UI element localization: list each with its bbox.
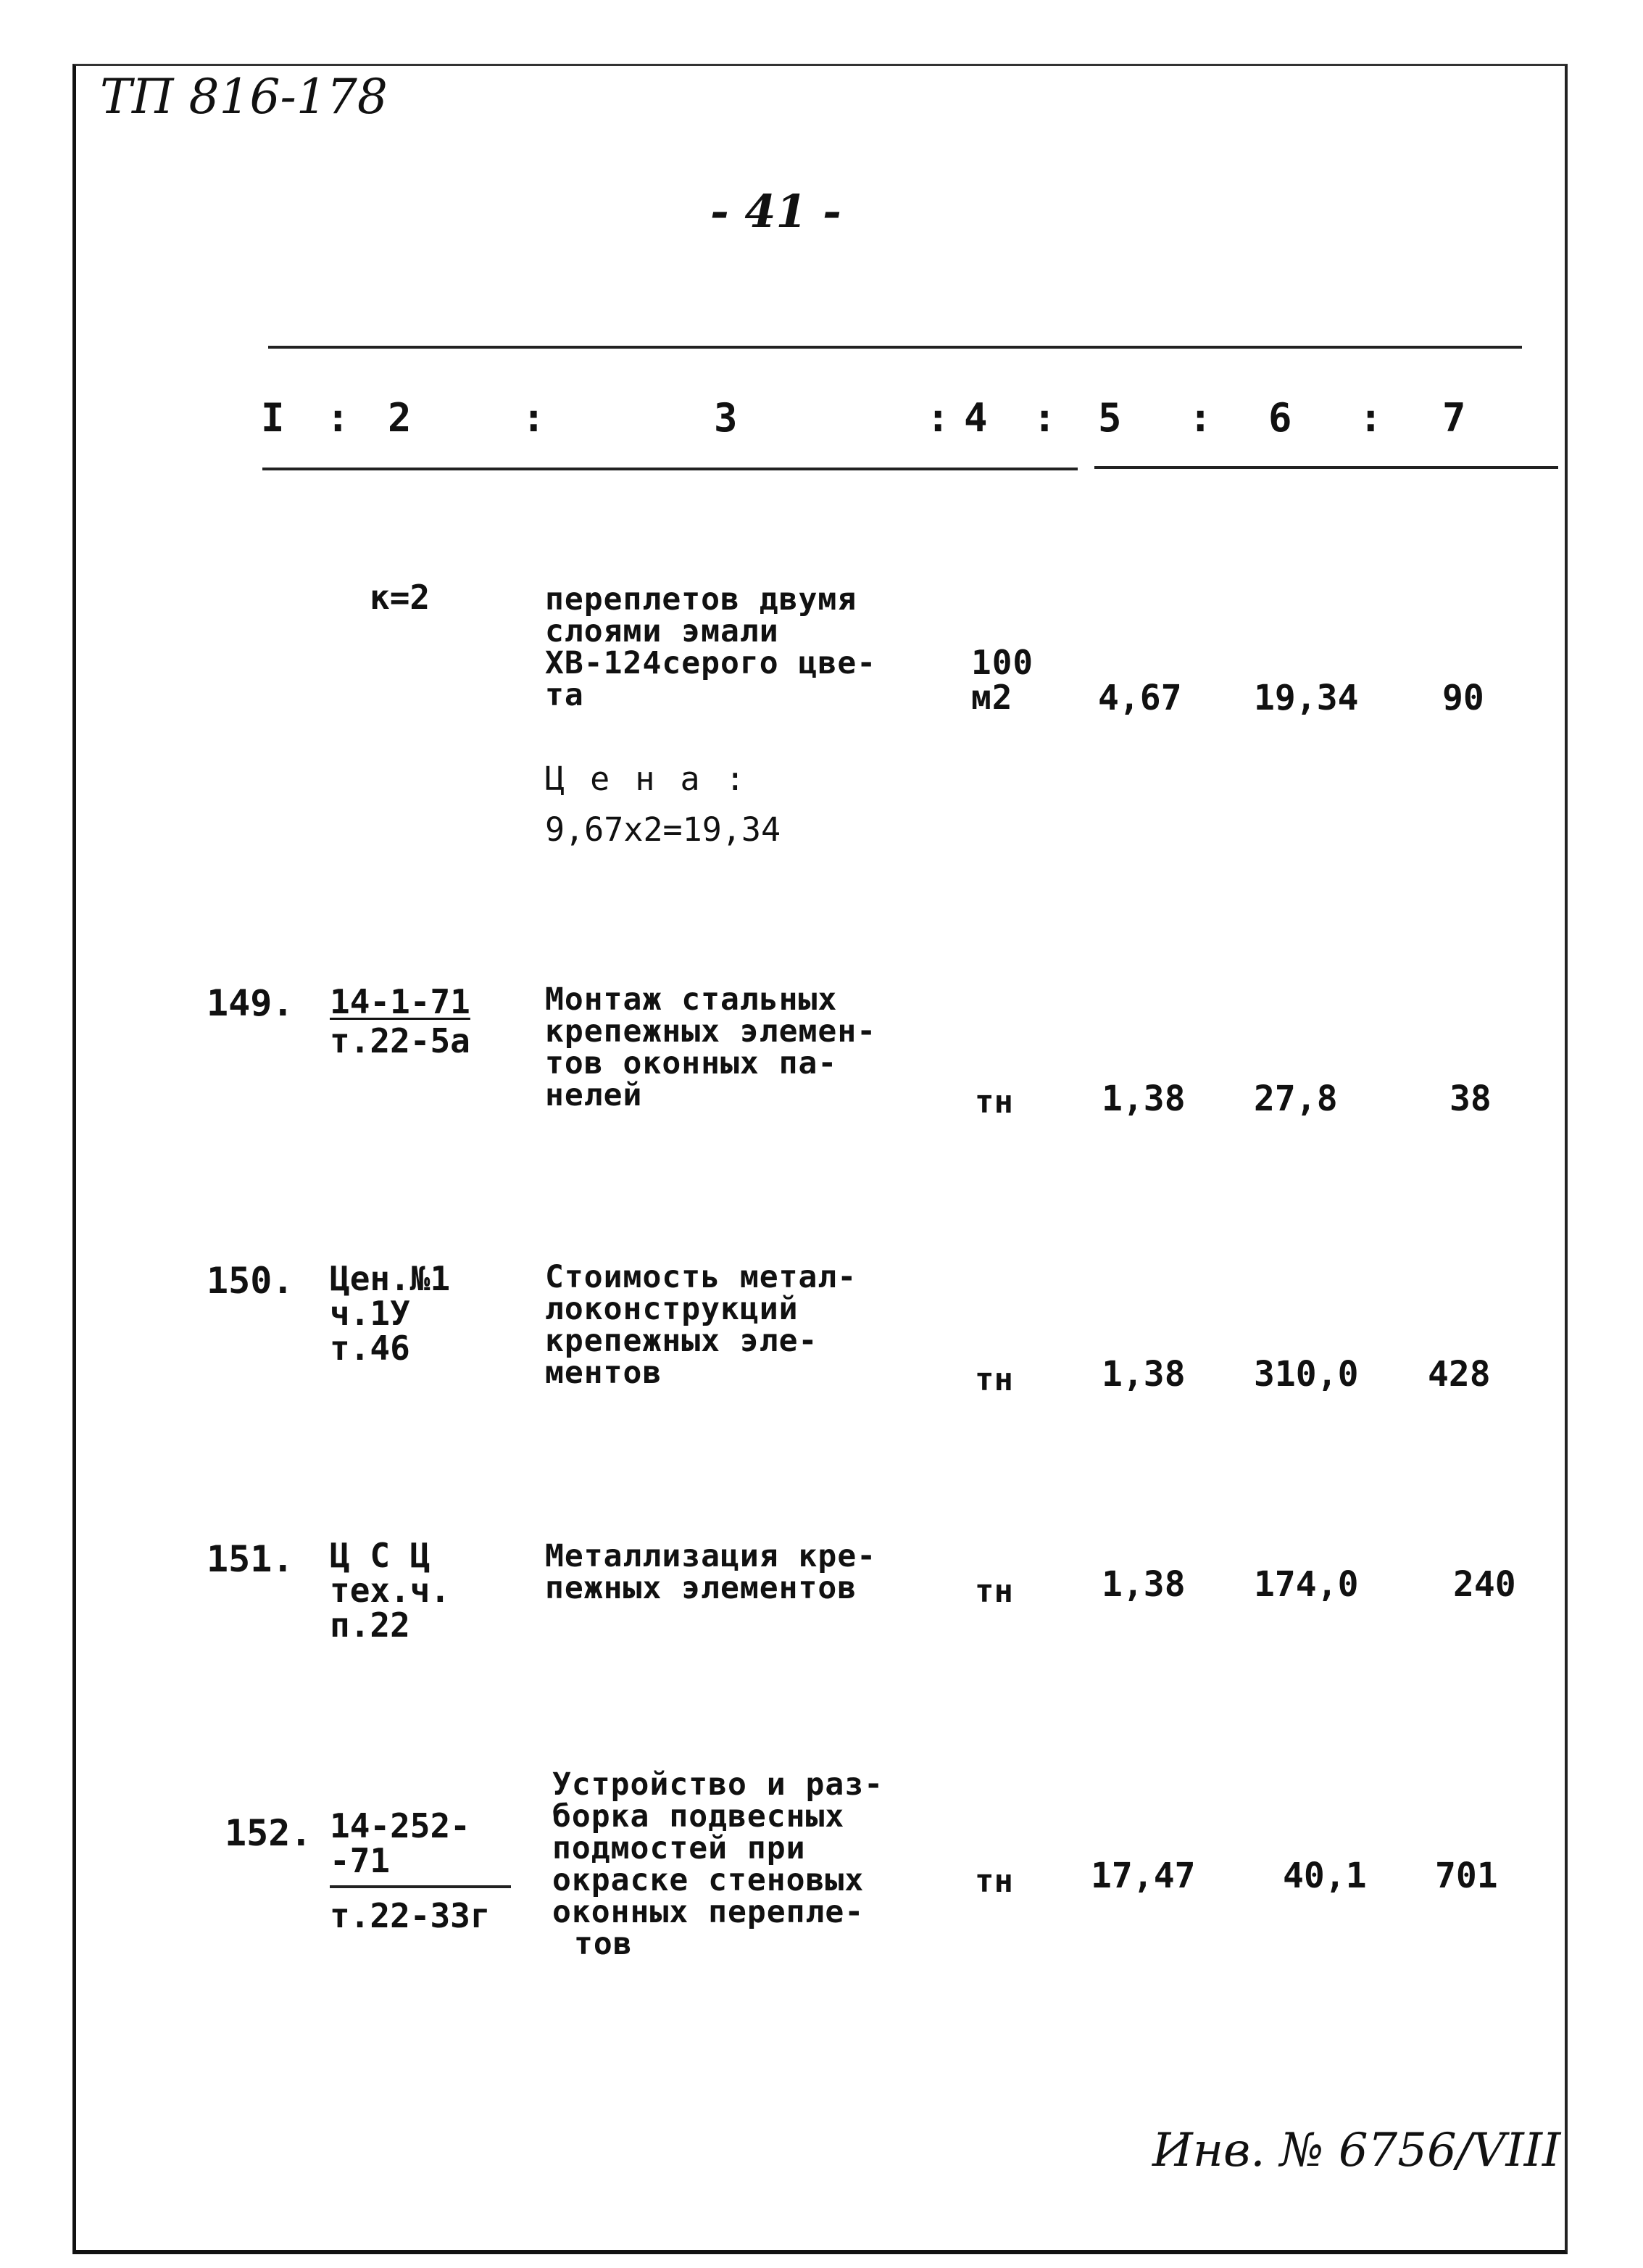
row-total: 240 [1453,1564,1516,1605]
row-qty: 17,47 [1091,1856,1196,1896]
col-header-2: 2 [388,395,412,441]
row-qty: 1,38 [1102,1079,1186,1119]
row-price: 174,0 [1254,1564,1359,1605]
row-qty: 4,67 [1098,678,1182,718]
inventory-number: Инв. № 6756/VIII [1152,2124,1561,2177]
col-sep-1: : [326,395,350,441]
row-number: 149. [207,982,294,1024]
col-sep-2: : [522,395,546,441]
col-sep-3: : [926,395,950,441]
row-total: 38 [1449,1079,1492,1119]
col-header-6: 6 [1268,395,1292,441]
row-number: 151. [207,1538,294,1580]
col-header-4: 4 [964,395,988,441]
header-bottom-rule-right [1094,466,1558,469]
row-unit: 100 м2 [971,643,1034,717]
row-code: 14-252- -71 т.22-33г [330,1808,511,1933]
row-total: 90 [1442,678,1484,718]
col-header-3: 3 [714,395,738,441]
col-header-7: 7 [1442,395,1466,441]
row-unit: тн [975,1573,1013,1610]
row-unit: тн [975,1084,1013,1121]
header-top-rule [268,346,1522,349]
page-number: - 41 - [710,185,841,238]
row-code: Ц С Ц тех.ч. п.22 [330,1536,451,1645]
row-desc: Стоимость метал- локонструкций крепежных эле- ментов [545,1259,857,1391]
col-sep-6: : [1359,395,1383,441]
document-code: ТП 816-178 [100,69,388,125]
row-qty: 1,38 [1102,1564,1186,1605]
row-total: 428 [1428,1354,1491,1395]
row-total: 701 [1435,1856,1498,1896]
col-header-5: 5 [1098,395,1122,441]
col-sep-5: : [1189,395,1213,441]
row-number: 150. [207,1260,294,1302]
col-sep-4: : [1033,395,1057,441]
row-price: 310,0 [1254,1354,1359,1395]
row-price: 40,1 [1283,1856,1367,1896]
row-code: 14-1-71 т.22-5а [330,982,470,1060]
row-unit: тн [975,1863,1013,1900]
row-number: 152. [225,1812,312,1854]
row-unit: тн [975,1361,1013,1398]
row-code: к=2 [370,578,430,617]
row-price: 19,34 [1254,678,1359,718]
row-note: Ц е н а : 9,67х2=19,34 [545,760,781,849]
row-code: Цен.№1 ч.1У т.46 [330,1259,451,1368]
row-desc: Устройство и раз- борка подвесных подмостей при окраске стеновых оконных перепле- тов [552,1766,884,1962]
row-desc: Монтаж стальных крепежных элемен- тов оконных па- нелей [545,981,877,1113]
row-qty: 1,38 [1102,1354,1186,1395]
row-desc: переплетов двумя слоями эмали ХВ-124серого цве- та [545,581,877,713]
header-bottom-rule-left [262,468,1078,470]
col-header-1: I [261,395,285,441]
row-desc: Металлизация кре- пежных элементов [545,1538,877,1606]
row-price: 27,8 [1254,1079,1338,1119]
